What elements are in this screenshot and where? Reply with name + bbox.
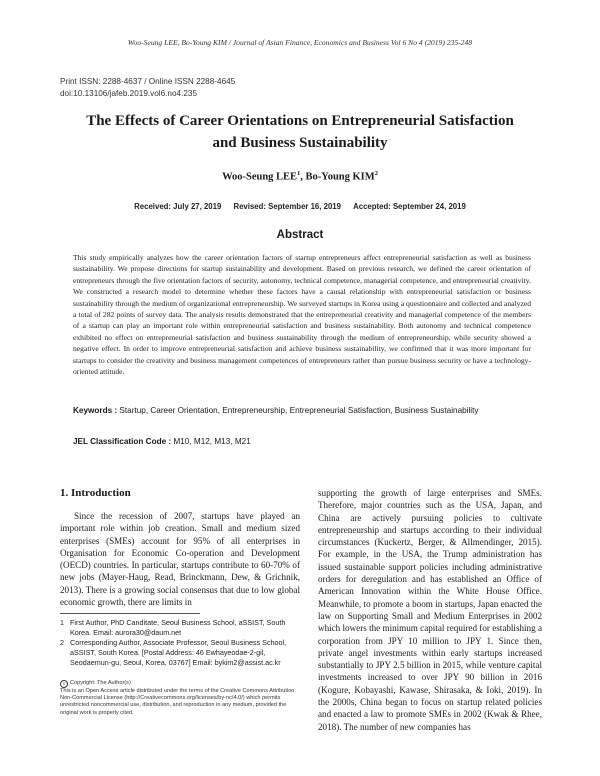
- footnote-1-number: 1: [60, 618, 64, 627]
- revised-date: Revised: September 16, 2019: [233, 202, 341, 211]
- running-head: Woo-Seung LEE, Bo-Young KIM / Journal of Asian Finance, Economics and Business Vol 6 No 4 (2019) 235-248: [127, 38, 473, 47]
- keywords-label: Keywords :: [73, 406, 120, 415]
- intro-column-right: [318, 487, 542, 733]
- title-line-1: The Effects of Career Orientations on Entrepreneurial Satisfaction: [86, 113, 514, 129]
- abstract-heading: Abstract: [276, 229, 324, 241]
- footnote-1: [60, 618, 302, 638]
- received-date: Received: July 27, 2019: [134, 202, 222, 211]
- jel-value: M10, M12, M13, M21: [173, 437, 251, 446]
- jel-codes: [73, 437, 533, 446]
- issn-line: Print ISSN: 2288-4637 / Online ISSN 2288-4645: [60, 77, 236, 86]
- author-separator: ,: [300, 171, 306, 183]
- author-1-mark: 1: [297, 170, 301, 177]
- license-text: This is an Open Access article distributed under the terms of the Creative Commons Attribution Non-Commercial License (http://Creativecommons.org/licenses/by-nc/4.0/) which permits unrestricted noncommercial use, distribution, and reproduction in any medium, provided the original work is properly cited.: [60, 688, 295, 716]
- author-1: Woo-Seung LEE: [222, 171, 298, 183]
- copyright-title: Copyright: The Author(s): [70, 680, 131, 687]
- abstract-text: This study empirically analyzes how the career orientation factors of startup entrepreneurs affect entrepreneurial satisfaction as well as business sustainability. We propose directions for startup sustainability and development. Based on previous research, we defined the career orientation of entrepreneurs through the five orientation factors of security, autonomy, technical competence, managerial competence, and entrepreneurial creativity. We constructed a research model to determine whether these factors have a causal relationship with entrepreneurial satisfaction or business sustainability through the medium of organizational entrepreneurship. We surveyed startups in Korea using a questionnaire and collected and analyzed a total of 282 points of survey data. The analysis results demonstrated that the entrepreneurial creativity and managerial competence of the members of a startup can play an important role within entrepreneurial satisfaction and business sustainability. Both autonomy and technical competence exhibited no effect on entrepreneurial satisfaction and business sustainability through the medium of entrepreneurship, while security showed a negative effect. In order to improve entrepreneurial satisfaction and achieve business sustainability, we confirmed that it was more important for startups to consider the creativity and business management competences of entrepreneurs rather than pursue business security or have a technology-oriented attitude.: [73, 253, 531, 377]
- keywords: [73, 406, 533, 415]
- section-heading-introduction: 1. Introduction: [60, 487, 131, 499]
- footnote-2-number: 2: [60, 638, 64, 648]
- copyright-line: [60, 680, 302, 688]
- authors: [60, 170, 540, 183]
- intro-column-left: [60, 510, 300, 608]
- keywords-value: Startup, Career Orientation, Entrepreneurship, Entrepreneurial Satisfaction, Business Sustainability: [119, 406, 479, 415]
- accepted-date: Accepted: September 24, 2019: [353, 202, 466, 211]
- paper-title: [60, 110, 540, 154]
- intro-paragraph-2: supporting the growth of large enterprises and SMEs. Therefore, major countries such as the USA, Japan, and China are actively pursuing policies to cultivate entrepreneurship and startups according to their individual circumstances (Kuckertz, Berger, & Allmendinger, 2015). For example, in the USA, the Trump administration has issued sustainable support policies including administrative orders for deregulation and has established an Office of American Innovation within the White House Office. Meanwhile, to promote a boom in startups, Japan enacted the law on Supporting Small and Medium Enterprises in 2002 which lowers the minimum capital required for establishing a corporation from JPY 10 million to JPY 1. Since then, private angel investments within early startups increased substantially to JPY 2.5 billion in 2015, while venture capital investments increased to over JPY 90 billion in 2016 (Kogure, Kobayashi, Kawase, Shirasaka, & Ioki, 2019). In the 2000s, China began to focus on startup related policies and enacted a law to promote SMEs in 2002 (Kwak & Rhee, 2018). The number of new companies has: [318, 488, 542, 732]
- footnotes: [60, 618, 302, 668]
- author-2: Bo-Young KIM: [305, 171, 375, 183]
- footnote-2-text: Corresponding Author, Associate Professor, Seoul Business School, aSSIST, South Korea. [Postal Address: 46 Ewhayeodae-2-gil, Seodaemun-gu, Seoul, Korea, 03767] Email: bykim2@assist.ac.kr: [70, 638, 287, 668]
- article-dates: [60, 202, 540, 211]
- footnote-1-text: First Author, PhD Canditate, Seoul Business School, aSSIST, South Korea. Email: aurora30@daum.net: [70, 618, 286, 638]
- doi-line: doi:10.13106/jafeb.2019.vol6.no4.235: [60, 89, 198, 98]
- jel-label: JEL Classification Code :: [73, 437, 174, 446]
- footnote-2: [60, 638, 302, 668]
- intro-paragraph-1: Since the recession of 2007, startups have played an important role within job creation. Small and medium sized enterprises (SMEs) account for 95% of all enterprises in Organisation for Economic Co-operation and Development (OECD) countries. In particular, startups contribute to 60-70% of new jobs (Mayer-Haug, Read, Brinckmann, Dew, & Grichnik, 2013). There is a growing social consensus that due to low global economic growth, there are limits in: [60, 511, 300, 608]
- copyright-notice: [60, 680, 302, 717]
- copyright-icon: c: [60, 680, 68, 688]
- issn-block: [60, 76, 235, 100]
- footnote-divider: [60, 613, 200, 614]
- author-2-mark: 2: [374, 170, 378, 177]
- title-line-2: and Business Sustainability: [212, 135, 388, 151]
